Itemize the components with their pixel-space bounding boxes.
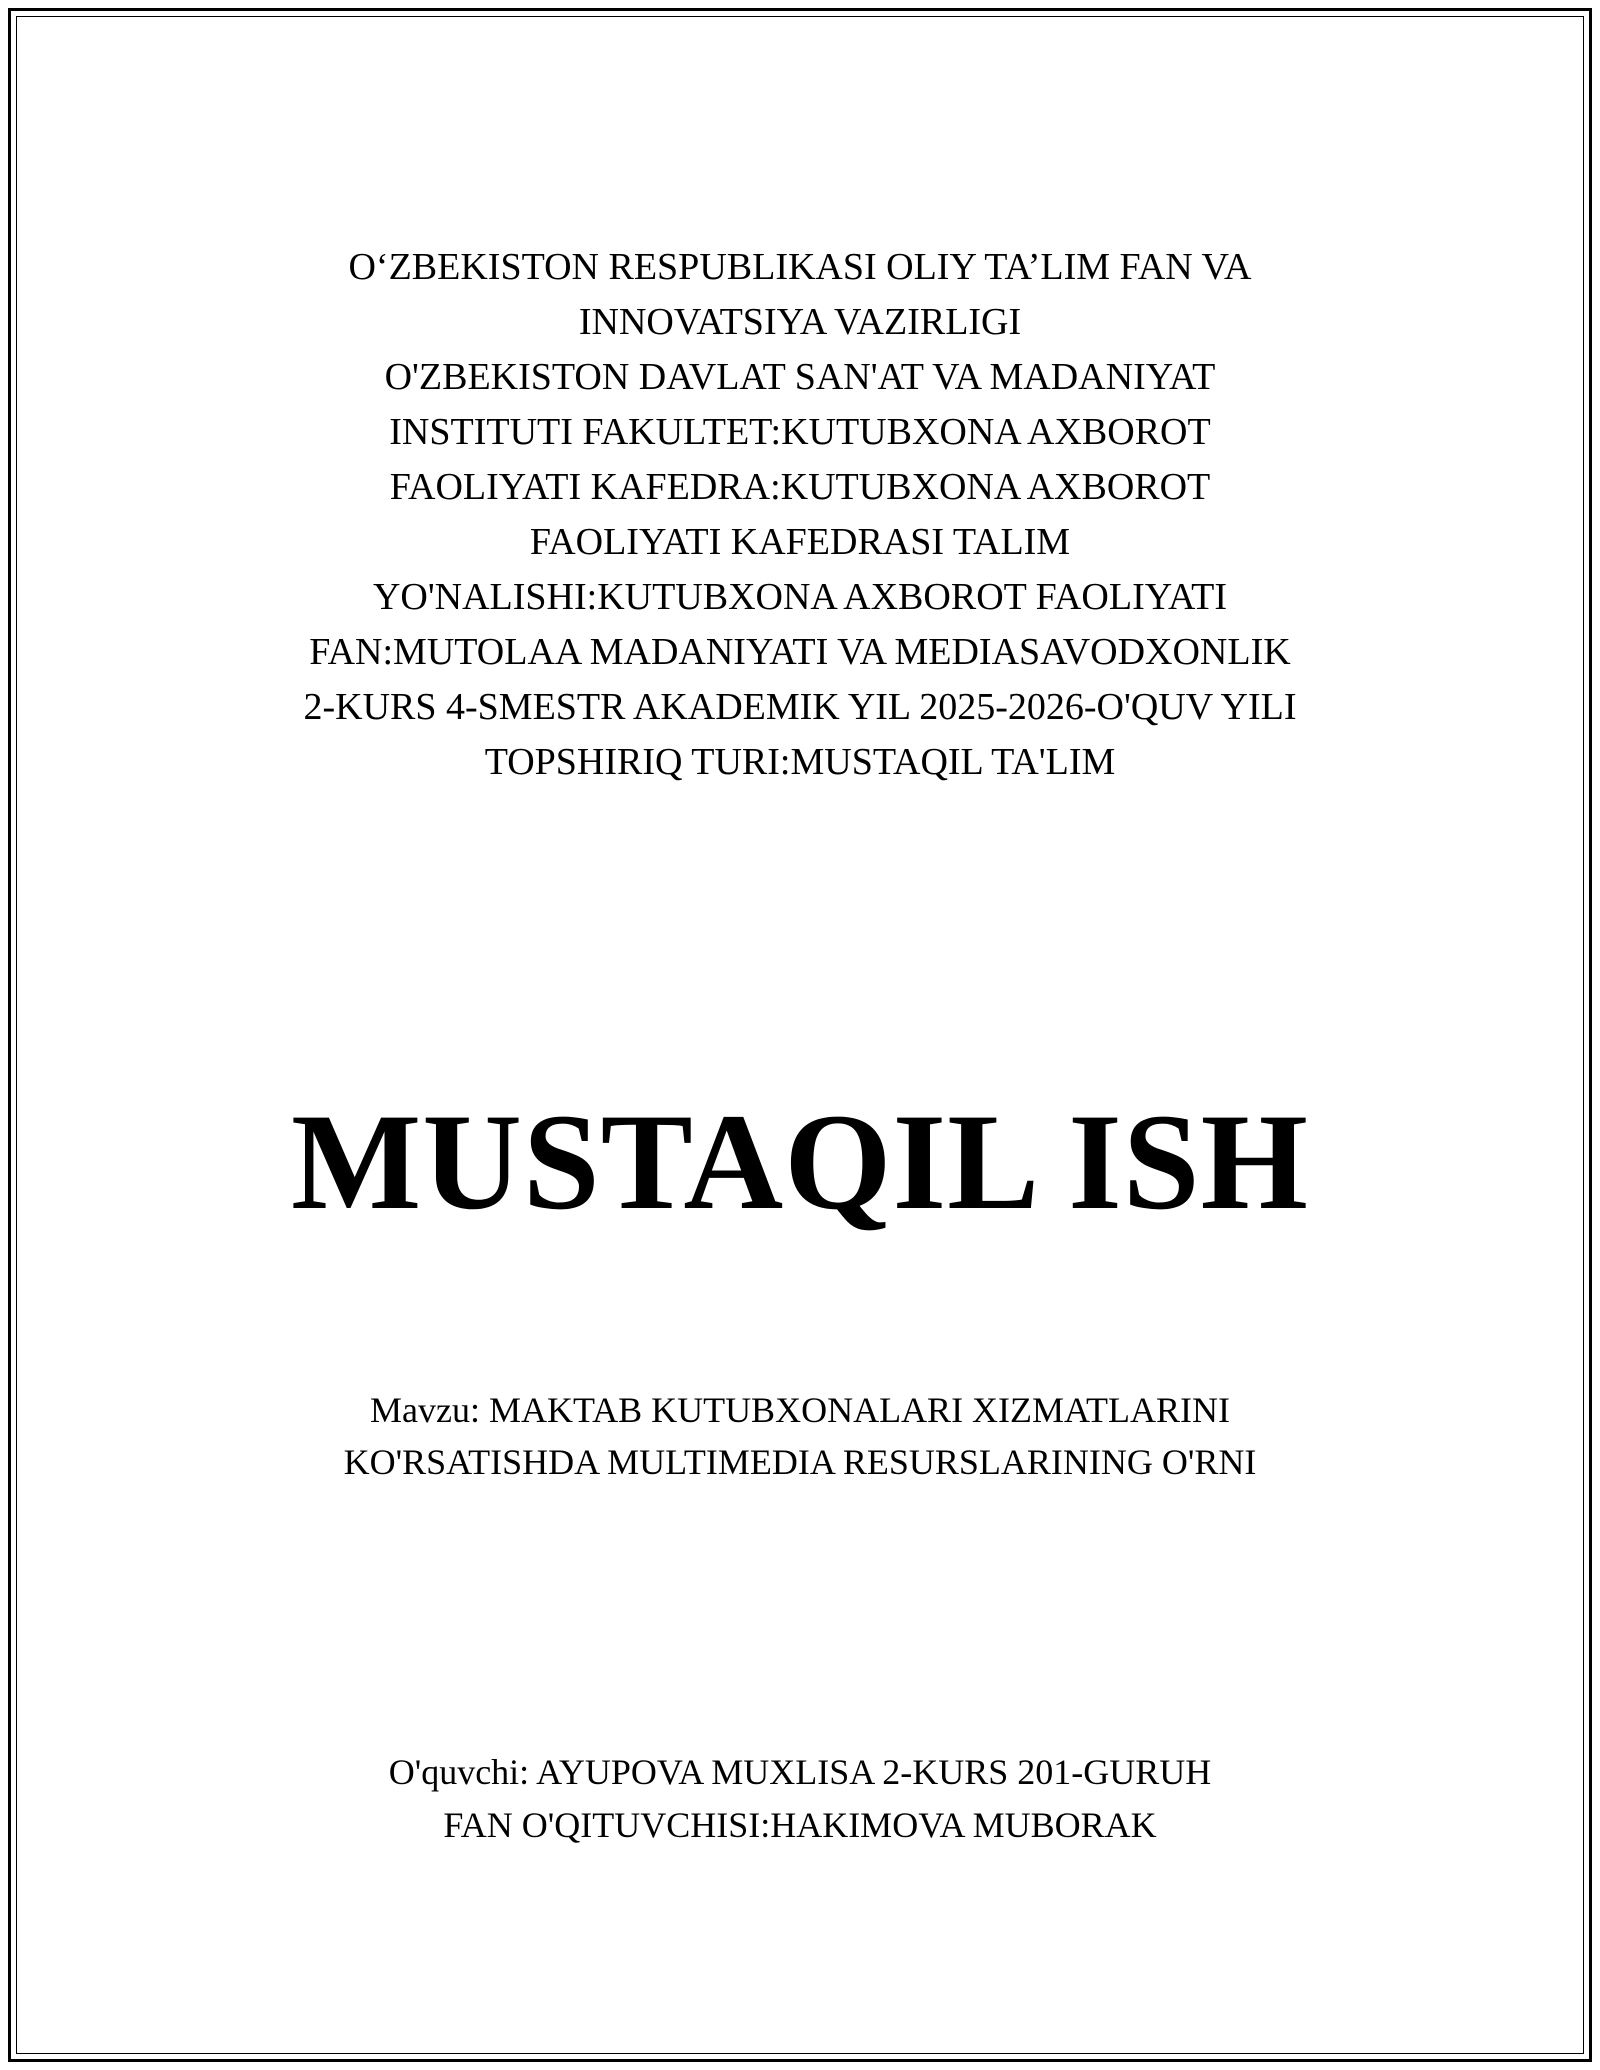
document-title: MUSTAQIL ISH [291, 1085, 1309, 1238]
topic-block [0, 1384, 1600, 1488]
topic-line-2: KO'RSATISHDA MULTIMEDIA RESURSLARINING O'RNI [343, 1442, 1257, 1482]
student-line: O'quvchi: AYUPOVA MUXLISA 2-KURS 201-GURUH [388, 1752, 1212, 1792]
header-line-subject: FAN:MUTOLAA MADANIYATI VA MEDIASAVODXONLIK [309, 631, 1291, 673]
teacher-line: FAN O'QITUVCHISI:HAKIMOVA MUBORAK [443, 1805, 1157, 1845]
header-line-department: FAOLIYATI KAFEDRA:KUTUBXONA AXBOROT [389, 466, 1211, 508]
topic-line-1: Mavzu: MAKTAB KUTUBXONALARI XIZMATLARINI [369, 1390, 1231, 1430]
header-line-faculty: INSTITUTI FAKULTET:KUTUBXONA AXBOROT [389, 411, 1211, 453]
header-line-institute: O'ZBEKISTON DAVLAT SAN'AT VA MADANIYAT [384, 356, 1216, 398]
header-line-ministry-1: O‘ZBEKISTON RESPUBLIKASI OLIY TA’LIM FAN VA [348, 246, 1252, 288]
header-line-course-year: 2-KURS 4-SMESTR AKADEMIK YIL 2025-2026-O'QUV YILI [303, 686, 1297, 728]
author-block [0, 1746, 1600, 1852]
header-line-ministry-2: INNOVATSIYA VAZIRLIGI [578, 301, 1022, 343]
institution-header [0, 240, 1600, 790]
header-line-direction: YO'NALISHI:KUTUBXONA AXBOROT FAOLIYATI [372, 576, 1228, 618]
header-line-department-2: FAOLIYATI KAFEDRASI TALIM [529, 521, 1071, 563]
header-line-assignment-type: TOPSHIRIQ TURI:MUSTAQIL TA'LIM [484, 741, 1116, 783]
